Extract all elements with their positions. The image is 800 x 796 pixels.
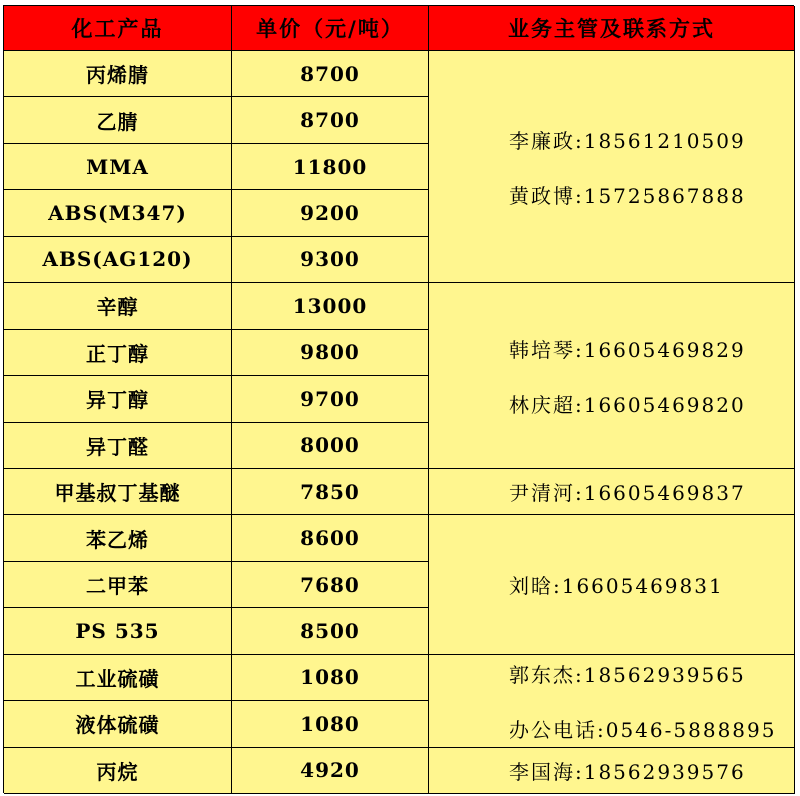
contact-group-1 xyxy=(429,51,795,283)
contact-line: 李国海:18562939576 xyxy=(509,759,746,784)
price-cell: 8700 xyxy=(232,97,429,143)
contact-line: 尹清河:16605469837 xyxy=(509,481,746,506)
price-cell: 1080 xyxy=(232,655,429,701)
product-cell: 液体硫磺 xyxy=(4,701,232,747)
contact-group-4 xyxy=(429,515,795,654)
product-cell: 乙腈 xyxy=(4,97,232,143)
contact-line: 韩培琴:16605469829 xyxy=(509,337,746,362)
price-table xyxy=(3,5,794,793)
header-product: 化工产品 xyxy=(4,6,232,51)
product-cell: 苯乙烯 xyxy=(4,515,232,561)
header-contact: 业务主管及联系方式 xyxy=(429,6,795,51)
price-cell: 8600 xyxy=(232,515,429,561)
price-cell: 9700 xyxy=(232,376,429,422)
product-cell: 二甲苯 xyxy=(4,562,232,608)
contact-line: 黄政博:15725867888 xyxy=(509,183,746,208)
contact-line: 办公电话:0546-5888895 xyxy=(509,717,777,742)
product-cell: 异丁醇 xyxy=(4,376,232,422)
product-cell: 异丁醛 xyxy=(4,423,232,469)
contact-group-2 xyxy=(429,283,795,469)
header-price: 单价（元/吨） xyxy=(232,6,429,51)
product-cell: 辛醇 xyxy=(4,283,232,329)
product-cell: PS 535 xyxy=(4,608,232,654)
price-cell: 11800 xyxy=(232,144,429,190)
contact-line: 李廉政:18561210509 xyxy=(509,128,746,153)
contact-group-5 xyxy=(429,655,795,748)
product-cell: 丙烯腈 xyxy=(4,51,232,97)
contact-group-3 xyxy=(429,469,795,515)
price-cell: 1080 xyxy=(232,701,429,747)
price-cell: 8700 xyxy=(232,51,429,97)
price-cell: 9300 xyxy=(232,237,429,283)
price-cell: 4920 xyxy=(232,748,429,794)
price-cell: 13000 xyxy=(232,283,429,329)
price-cell: 8500 xyxy=(232,608,429,654)
product-cell: 丙烷 xyxy=(4,748,232,794)
contact-line: 刘晗:16605469831 xyxy=(509,574,724,599)
product-cell: 工业硫磺 xyxy=(4,655,232,701)
price-cell: 9200 xyxy=(232,190,429,236)
product-cell: ABS(M347) xyxy=(4,190,232,236)
price-cell: 9800 xyxy=(232,330,429,376)
product-cell: ABS(AG120) xyxy=(4,237,232,283)
contact-line: 郭东杰:18562939565 xyxy=(509,662,746,687)
price-cell: 7680 xyxy=(232,562,429,608)
price-cell: 7850 xyxy=(232,469,429,515)
product-cell: 甲基叔丁基醚 xyxy=(4,469,232,515)
product-cell: MMA xyxy=(4,144,232,190)
contact-line: 林庆超:16605469820 xyxy=(509,392,746,417)
product-cell: 正丁醇 xyxy=(4,330,232,376)
price-cell: 8000 xyxy=(232,423,429,469)
contact-group-6 xyxy=(429,748,795,794)
